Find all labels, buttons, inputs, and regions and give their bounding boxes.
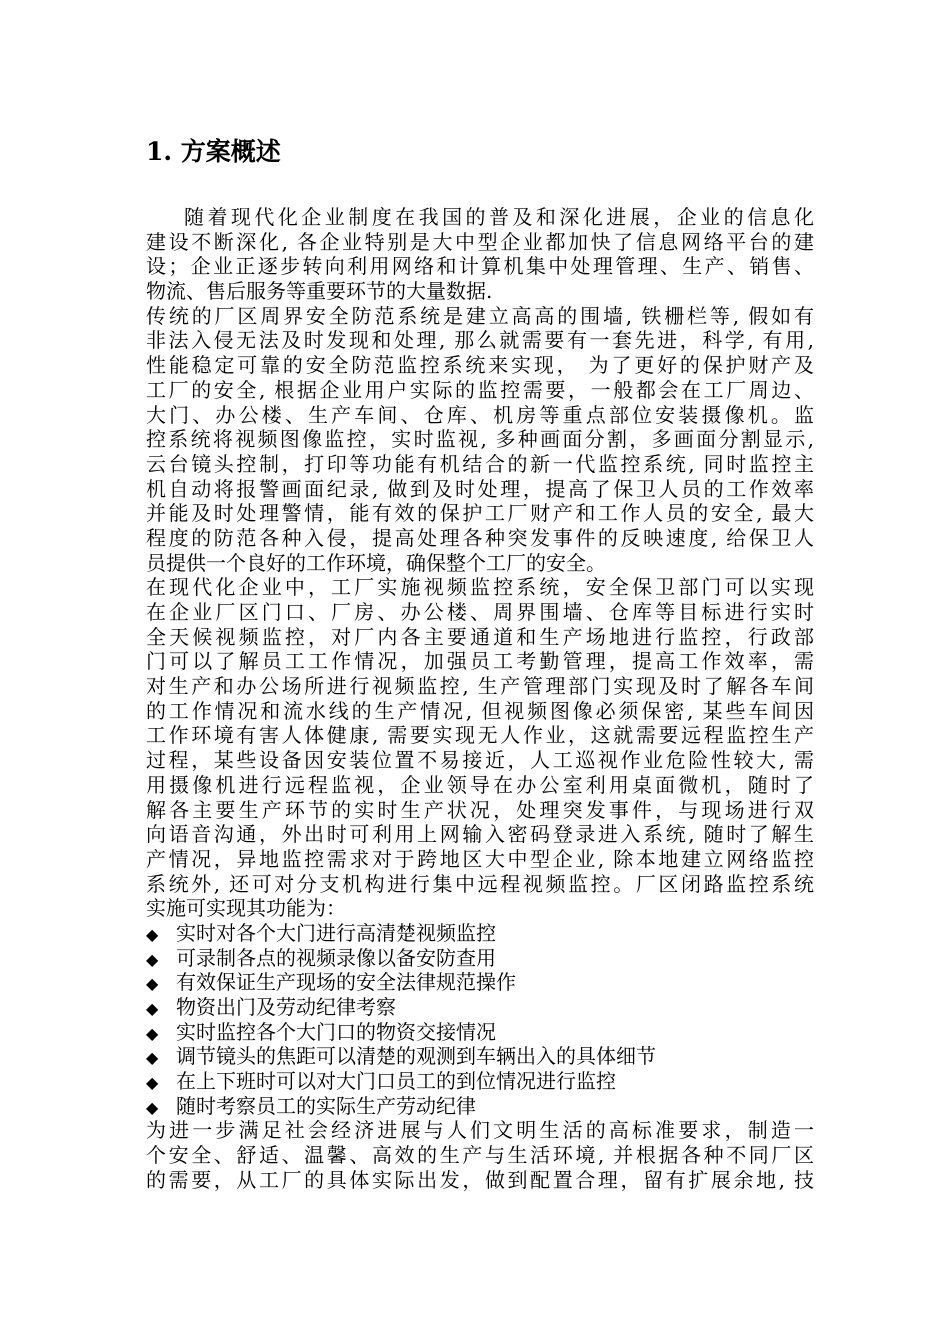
text-line: 云台镜头控制，打印等功能有机结合的新一代监控系统, 同时监控主	[146, 451, 814, 476]
document-body	[146, 205, 814, 1193]
list-item-text: 可录制各点的视频录像以备安防查用	[176, 945, 496, 970]
text-line: 对生产和办公场所进行视频监控, 生产管理部门实现及时了解各车间	[146, 674, 814, 699]
text-line: 系统外, 还可对分支机构进行集中远程视频监控。厂区闭路监控系统	[146, 871, 814, 896]
text-line: 为进一步满足社会经济进展与人们文明生活的高标准要求，制造一	[146, 1118, 814, 1143]
paragraph-traditional-security	[146, 304, 814, 576]
text-line: 的需要，从工厂的具体实际出发，做到配置合理，留有扩展余地, 技	[146, 1167, 814, 1192]
text-line: 并能及时处理警情，能有效的保护工厂财产和工作人员的安全, 最大	[146, 501, 814, 526]
list-item	[146, 995, 814, 1020]
text-line: 员提供一个良好的工作环境，确保整个工厂的安全。	[146, 550, 606, 575]
text-line: 性能稳定可靠的安全防范监控系统来实现， 为了更好的保护财产及	[146, 353, 814, 378]
text-line: 用摄像机进行远程监视，企业领导在办公室利用桌面微机，随时了	[146, 772, 814, 797]
text-line: 全天候视频监控，对厂内各主要通道和生产场地进行监控，行政部	[146, 624, 814, 649]
paragraph-social-needs	[146, 1118, 814, 1192]
diamond-bullet-icon: ◆	[146, 924, 159, 944]
paragraph-modern-enterprise	[146, 575, 814, 921]
text-line: 工作环境有害人体健康, 需要实现无人作业，这就需要远程监控生产	[146, 723, 814, 748]
text-line: 在现代化企业中，工厂实施视频监控系统，安全保卫部门可以实现	[146, 575, 814, 600]
section-title: 1. 方案概述	[146, 137, 281, 166]
text-line: 随着现代化企业制度在我国的普及和深化进展，企业的信息化	[184, 205, 814, 229]
text-line: 产情况，异地监控需求对于跨地区大中型企业, 除本地建立网络监控	[146, 846, 814, 871]
text-line: 传统的厂区周界安全防范系统是建立高高的围墙, 铁栅栏等, 假如有	[146, 303, 814, 328]
text-line: 大门、办公楼、生产车间、仓库、机房等重点部位安装摄像机。监	[146, 402, 814, 427]
list-item	[146, 970, 814, 995]
text-line: 程度的防范各种入侵，提高处理各种突发事件的反映速度, 给保卫人	[146, 525, 814, 550]
text-line: 解各主要生产环节的实时生产状况，处理突发事件，与现场进行双	[146, 797, 814, 822]
list-item	[146, 1044, 814, 1069]
diamond-bullet-icon: ◆	[146, 1073, 159, 1093]
text-line: 设；企业正逐步转向利用网络和计算机集中处理管理、生产、销售、	[146, 254, 814, 279]
text-line: 在企业厂区门口、厂房、办公楼、周界围墙、仓库等目标进行实时	[146, 600, 814, 624]
list-item-text: 物资出门及劳动纪律考察	[176, 995, 396, 1019]
text-line: 门可以了解员工工作情况，加强员工考勤管理，提高工作效率，需	[146, 649, 814, 674]
list-item-text: 实时对各个大门进行高清楚视频监控	[176, 920, 496, 945]
text-line: 建设不断深化, 各企业特别是大中型企业都加快了信息网络平台的建	[146, 229, 814, 254]
diamond-bullet-icon: ◆	[146, 1097, 159, 1117]
text-line: 工厂的安全, 根据企业用户实际的监控需要，一般都会在工厂周边、	[146, 377, 814, 402]
diamond-bullet-icon: ◆	[146, 949, 159, 969]
text-line: 机自动将报警画面纪录, 做到及时处理，提高了保卫人员的工作效率	[146, 476, 814, 501]
text-line: 的工作情况和流水线的生产情况, 但视频图像必须保密, 某些车间因	[146, 698, 814, 723]
text-line: 实施可实现其功能为：	[146, 896, 346, 921]
text-line: 物流、售后服务等重要环节的大量数据.	[146, 279, 493, 304]
diamond-bullet-icon: ◆	[146, 1023, 159, 1043]
list-item	[146, 921, 814, 946]
diamond-bullet-icon: ◆	[146, 999, 159, 1018]
list-item-text: 调节镜头的焦距可以清楚的观测到车辆出入的具体细节	[176, 1044, 656, 1069]
list-item	[146, 946, 814, 971]
list-item	[146, 1020, 814, 1045]
list-item	[146, 1094, 814, 1119]
paragraph-intro	[146, 205, 814, 304]
text-line: 过程，某些设备因安装位置不易接近，人工巡视作业危险性较大, 需	[146, 748, 814, 773]
feature-bullet-list	[146, 921, 814, 1119]
list-item-text: 有效保证生产现场的安全法律规范操作	[176, 970, 516, 995]
text-line: 个安全、舒适、温馨、高效的生产与生活环境, 并根据各种不同厂区	[146, 1143, 814, 1168]
list-item-text: 在上下班时可以对大门口员工的到位情况进行监控	[176, 1069, 616, 1094]
text-line: 非法入侵无法及时发现和处理, 那么就需要有一套先进，科学, 有用,	[146, 328, 814, 353]
text-line: 向语音沟通，外出时可利用上网输入密码登录进入系统, 随时了解生	[146, 822, 814, 847]
list-item	[146, 1069, 814, 1094]
diamond-bullet-icon: ◆	[146, 1048, 159, 1068]
list-item-text: 随时考察员工的实际生产劳动纪律	[176, 1093, 476, 1118]
list-item-text: 实时监控各个大门口的物资交接情况	[176, 1019, 496, 1044]
diamond-bullet-icon: ◆	[146, 974, 159, 994]
text-line: 控系统将视频图像监控，实时监视, 多种画面分割，多画面分割显示,	[146, 427, 814, 452]
